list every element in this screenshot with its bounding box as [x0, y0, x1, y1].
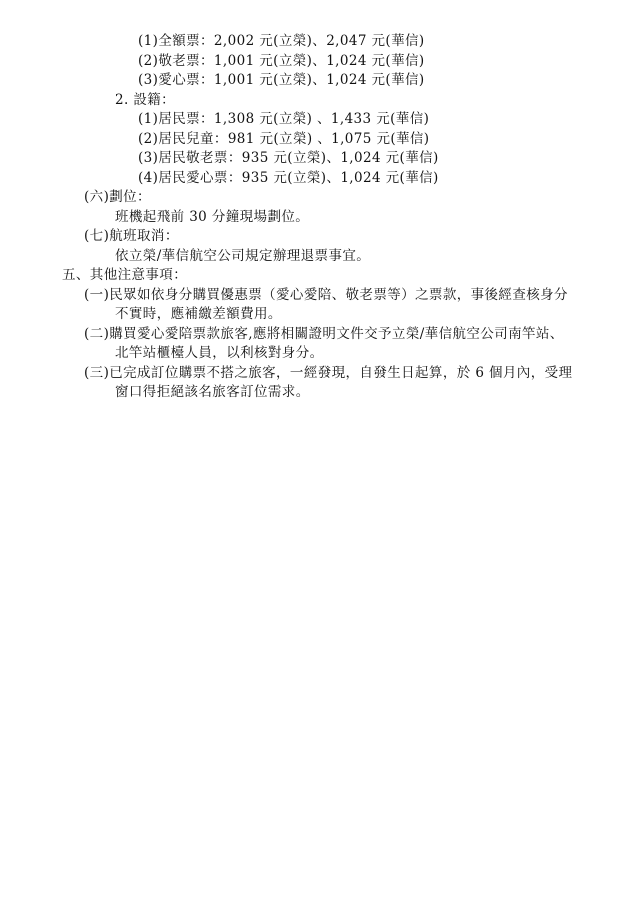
note-1-line-2: 不實時，應補繳差額費用。 [115, 306, 282, 322]
resident-fare-senior: (3)居民敬老票：935 元(立榮)、1,024 元(華信) [138, 150, 439, 166]
fare-charity: (3)愛心票：1,001 元(立榮)、1,024 元(華信) [138, 72, 425, 88]
resident-fare-child: (2)居民兒童：981 元(立榮) 、1,075 元(華信) [138, 131, 430, 147]
resident-fare-charity: (4)居民愛心票：935 元(立榮)、1,024 元(華信) [138, 170, 439, 186]
seating-body: 班機起飛前 30 分鐘現場劃位。 [115, 209, 310, 225]
note-3-line-2: 窗口得拒絕該名旅客訂位需求。 [115, 384, 310, 400]
fare-full: (1)全額票：2,002 元(立榮)、2,047 元(華信) [138, 33, 425, 49]
note-1-line-1: (一)民眾如依身分購買優惠票（愛心愛陪、敬老票等）之票款，事後經查核身分 [84, 287, 568, 303]
seating-heading: (六)劃位： [84, 189, 151, 205]
fare-senior: (2)敬老票：1,001 元(立榮)、1,024 元(華信) [138, 53, 425, 69]
note-2-line-2: 北竿站櫃檯人員，以利核對身分。 [115, 345, 324, 361]
note-2-line-1: (二)購買愛心愛陪票款旅客,應將相關證明文件交予立榮/華信航空公司南竿站、 [84, 326, 564, 342]
cancellation-heading: (七)航班取消： [84, 228, 179, 244]
resident-fare-adult: (1)居民票：1,308 元(立榮) 、1,433 元(華信) [138, 111, 430, 127]
notes-heading: 五、其他注意事項： [62, 267, 188, 283]
residents-heading: 2. 設籍： [115, 92, 176, 108]
cancellation-body: 依立榮/華信航空公司規定辦理退票事宜。 [115, 248, 371, 264]
note-3-line-1: (三)已完成訂位購票不搭之旅客，一經發現，自發生日起算，於 6 個月內，受理 [84, 365, 573, 381]
